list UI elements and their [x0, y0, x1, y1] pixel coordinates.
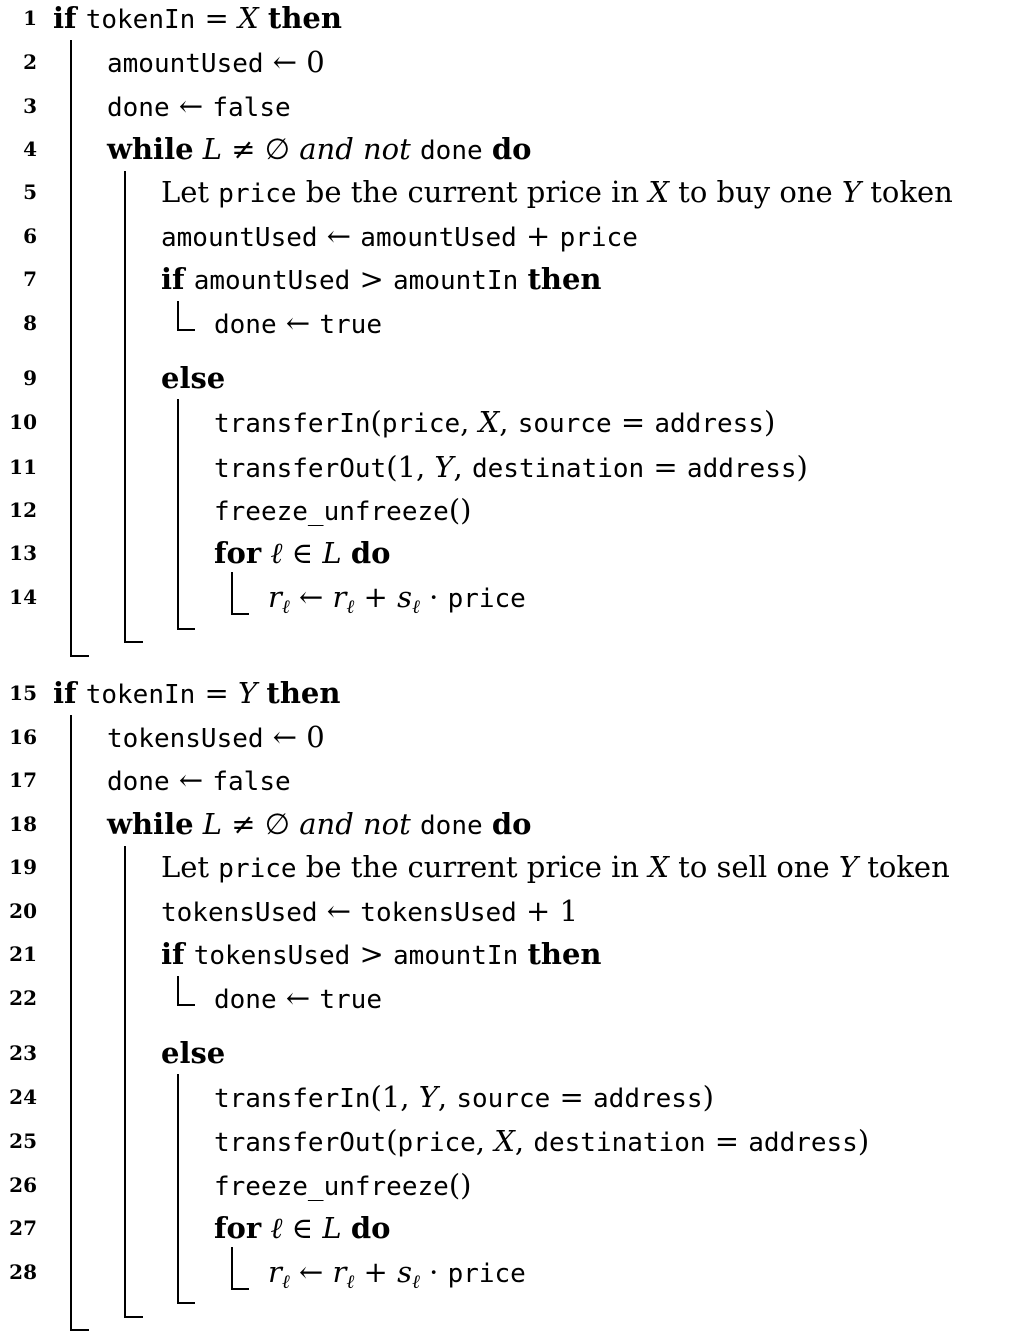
code-token: r: [268, 1255, 282, 1289]
block-bracket-line: [231, 1247, 233, 1290]
code-token: tokensUsed: [360, 898, 517, 928]
algorithm-line: [0, 1167, 1035, 1207]
code-text: [161, 174, 953, 212]
algorithm-line: [0, 762, 1035, 802]
code-token: transferOut: [214, 1128, 387, 1158]
line-number: 28: [9, 1260, 37, 1284]
algorithm-line: [0, 806, 1035, 846]
code-token: ℓ: [411, 596, 420, 618]
code-text: [107, 762, 291, 800]
code-text: [214, 1123, 869, 1161]
code-token: transferOut: [214, 454, 387, 484]
code-token: [185, 262, 194, 296]
code-token: else: [161, 1036, 226, 1070]
code-text: [214, 1210, 390, 1246]
block-bracket-foot: [177, 329, 195, 331]
code-token: while: [107, 807, 194, 841]
code-token: (): [448, 493, 472, 527]
code-token: ): [702, 1080, 714, 1114]
block-bracket-foot: [70, 655, 89, 657]
line-number: 6: [23, 224, 37, 248]
code-token: [77, 1, 86, 35]
block-bracket-foot: [177, 628, 195, 630]
code-token: ≠ ∅: [222, 807, 300, 841]
code-token: amountIn: [393, 266, 519, 296]
line-number: 25: [9, 1129, 37, 1153]
code-token: s: [397, 580, 412, 614]
block-bracket-line: [177, 1074, 179, 1304]
block-bracket-line: [124, 171, 126, 643]
code-text: [161, 893, 578, 931]
line-number: 23: [9, 1041, 37, 1065]
code-token: price: [559, 223, 638, 253]
code-token: X: [494, 1124, 515, 1158]
code-token: L: [322, 536, 342, 570]
code-token: ←: [169, 763, 213, 797]
code-token: address: [748, 1128, 858, 1158]
line-number: 11: [9, 455, 37, 479]
code-token: to sell one: [668, 850, 839, 884]
line-number: 12: [9, 498, 37, 522]
line-number: 27: [9, 1216, 37, 1240]
code-token: source: [517, 409, 612, 439]
code-token: to buy one: [668, 175, 842, 209]
algorithm-line: [0, 1210, 1035, 1250]
block-bracket-foot: [231, 613, 249, 615]
block-bracket-line: [231, 572, 233, 615]
line-number: 16: [9, 725, 37, 749]
code-token: ℓ: [270, 536, 283, 570]
code-token: tokensUsed: [161, 898, 318, 928]
code-token: do: [491, 132, 532, 166]
line-number: 8: [23, 311, 37, 335]
code-text: [161, 936, 601, 974]
code-token: X: [478, 405, 500, 439]
code-text: [161, 360, 225, 396]
code-token: if: [53, 1, 77, 35]
code-token: then: [527, 262, 602, 296]
code-text: [107, 806, 531, 844]
line-number: 5: [23, 180, 37, 204]
code-text: [214, 1167, 471, 1205]
code-token: ← 0: [263, 720, 325, 754]
code-token: price: [447, 1259, 526, 1289]
code-token: false: [212, 767, 291, 797]
code-token: source: [456, 1084, 551, 1114]
code-token: and not: [299, 132, 411, 166]
code-token: else: [161, 361, 226, 395]
code-text: [53, 0, 342, 38]
algorithm-line: [0, 449, 1035, 489]
algorithm-line: [0, 261, 1035, 301]
code-token: ← 0: [263, 45, 325, 79]
code-text: [214, 404, 775, 442]
algorithm-line: [0, 1254, 1035, 1294]
code-token: =: [611, 405, 655, 439]
code-token: while: [107, 132, 194, 166]
algorithm-line: [0, 174, 1035, 214]
code-token: ,: [499, 405, 518, 439]
code-token: +: [516, 219, 560, 253]
code-token: [342, 1211, 351, 1245]
code-token: ℓ: [411, 1271, 420, 1293]
code-token: L: [322, 1211, 342, 1245]
code-token: [77, 676, 86, 710]
line-number: 4: [23, 137, 37, 161]
code-text: [53, 675, 340, 713]
algorithm-line: [0, 492, 1035, 532]
code-token: ℓ: [270, 1211, 283, 1245]
code-token: [194, 807, 203, 841]
code-token: then: [527, 937, 602, 971]
code-text: [214, 535, 390, 571]
line-number: 20: [9, 899, 37, 923]
code-token: ,: [514, 1124, 534, 1158]
line-number: 24: [9, 1085, 37, 1109]
algorithm-line: [0, 980, 1035, 1020]
code-token: (: [370, 405, 382, 439]
code-token: freeze_unfreeze: [214, 1172, 449, 1202]
code-token: (: [386, 1124, 398, 1158]
algorithm-line: [0, 893, 1035, 933]
code-token: ·: [419, 1255, 448, 1289]
code-token: price: [218, 854, 297, 884]
code-token: true: [319, 310, 382, 340]
code-token: ·: [419, 580, 448, 614]
block-bracket-line: [177, 976, 179, 1006]
block-bracket-foot: [177, 1302, 195, 1304]
code-token: ∈: [282, 1211, 323, 1245]
code-token: [194, 132, 203, 166]
code-token: done: [214, 310, 277, 340]
code-token: destination: [533, 1128, 706, 1158]
code-token: destination: [471, 454, 645, 484]
code-token: tokenIn: [85, 680, 196, 710]
code-token: Y: [434, 450, 454, 484]
code-token: transferIn: [214, 1084, 371, 1114]
line-number: 22: [9, 986, 37, 1010]
code-token: ←: [169, 89, 213, 123]
code-token: ): [857, 1124, 870, 1158]
algorithm-line: [0, 936, 1035, 976]
code-token: L: [202, 807, 223, 841]
line-number: 15: [9, 681, 37, 705]
code-token: >: [350, 937, 394, 971]
line-number: 13: [9, 541, 37, 565]
code-token: ≠ ∅: [222, 132, 300, 166]
code-token: =: [550, 1080, 594, 1114]
code-token: =: [644, 450, 687, 484]
algorithm-line: [0, 535, 1035, 575]
block-bracket-foot: [177, 1004, 195, 1006]
code-token: price: [381, 409, 461, 439]
code-token: ←: [289, 1255, 333, 1289]
line-number: 10: [9, 410, 37, 434]
code-token: ): [796, 450, 808, 484]
code-token: X: [238, 1, 259, 35]
block-bracket-line: [177, 399, 179, 630]
line-number: 7: [23, 267, 37, 291]
algorithm-line: [0, 849, 1035, 889]
code-token: be the current price in: [296, 850, 649, 884]
code-token: do: [491, 807, 532, 841]
code-token: tokensUsed: [193, 941, 351, 971]
code-token: [483, 132, 492, 166]
block-bracket-foot: [124, 1316, 143, 1318]
code-token: then: [266, 676, 341, 710]
code-token: Y: [418, 1080, 438, 1114]
code-token: amountUsed: [161, 223, 318, 253]
code-token: ): [763, 405, 776, 439]
algorithm-line: [0, 1035, 1035, 1075]
code-token: [185, 937, 194, 971]
code-token: if: [53, 676, 77, 710]
code-token: done: [107, 93, 170, 123]
code-token: false: [212, 93, 291, 123]
code-token: [261, 1211, 270, 1245]
block-bracket-line: [124, 846, 126, 1318]
code-token: tokensUsed: [107, 724, 264, 754]
code-token: ,: [437, 1080, 457, 1114]
code-token: r: [332, 580, 347, 614]
algorithm-line: [0, 579, 1035, 619]
code-text: [107, 719, 325, 757]
block-bracket-foot: [231, 1288, 249, 1290]
code-token: + 1: [516, 894, 579, 928]
code-token: for: [214, 536, 262, 570]
code-token: [411, 132, 420, 166]
code-token: ℓ: [346, 1271, 355, 1293]
code-token: ←: [276, 306, 320, 340]
code-token: ←: [317, 894, 361, 928]
code-text: [214, 449, 808, 487]
code-token: done: [107, 767, 170, 797]
code-token: L: [202, 132, 223, 166]
algorithm-line: [0, 1123, 1035, 1163]
line-number: 21: [9, 942, 37, 966]
code-token: done: [214, 985, 277, 1015]
algorithm-line: [0, 218, 1035, 258]
line-number: 18: [9, 812, 37, 836]
code-token: r: [332, 1255, 347, 1289]
code-token: tokenIn: [85, 5, 196, 35]
block-bracket-line: [70, 715, 72, 1331]
code-token: ,: [475, 1124, 495, 1158]
code-token: address: [686, 454, 797, 484]
code-token: +: [354, 580, 398, 614]
code-text: [214, 980, 382, 1018]
algorithm-line: [0, 88, 1035, 128]
code-token: r: [268, 580, 282, 614]
line-number: 9: [23, 366, 37, 390]
code-token: do: [350, 536, 391, 570]
code-text: [107, 88, 291, 126]
code-token: done: [420, 811, 483, 841]
code-token: Y: [838, 850, 859, 884]
algorithm-line: [0, 44, 1035, 84]
code-token: ,: [460, 405, 479, 439]
code-text: [161, 218, 638, 256]
code-token: s: [397, 1255, 412, 1289]
code-text: [214, 1079, 714, 1117]
code-token: price: [447, 584, 526, 614]
block-bracket-line: [70, 40, 72, 657]
code-token: [411, 807, 420, 841]
algorithm-line: [0, 1079, 1035, 1119]
code-text: [214, 492, 471, 530]
code-token: if: [161, 262, 185, 296]
code-token: then: [267, 1, 342, 35]
code-token: address: [593, 1084, 703, 1114]
code-token: amountIn: [393, 941, 519, 971]
code-token: (): [448, 1168, 472, 1202]
code-token: X: [648, 850, 669, 884]
line-number: 3: [23, 94, 37, 118]
code-token: Let: [161, 850, 219, 884]
code-token: done: [420, 136, 483, 166]
algorithm-line: [0, 305, 1035, 345]
code-token: ℓ: [346, 596, 355, 618]
code-token: (1,: [370, 1080, 419, 1114]
code-token: be the current price in: [296, 175, 649, 209]
code-text: [161, 849, 950, 887]
block-bracket-line: [177, 301, 179, 331]
code-token: amountUsed: [193, 266, 351, 296]
code-token: [261, 536, 270, 570]
code-text: [107, 44, 325, 82]
line-number: 17: [9, 768, 37, 792]
code-token: ,: [453, 450, 472, 484]
code-text: [161, 1035, 225, 1071]
code-token: =: [195, 1, 239, 35]
code-token: X: [648, 175, 669, 209]
line-number: 14: [9, 585, 37, 609]
code-token: transferIn: [214, 409, 371, 439]
code-token: amountUsed: [107, 49, 264, 79]
code-token: for: [214, 1211, 262, 1245]
code-token: (1,: [386, 450, 435, 484]
code-token: ←: [276, 981, 320, 1015]
algorithm-line: [0, 131, 1035, 171]
code-token: [342, 536, 351, 570]
code-token: ℓ: [281, 1271, 290, 1293]
code-text: [268, 1254, 526, 1300]
code-token: >: [350, 262, 394, 296]
code-token: =: [705, 1124, 749, 1158]
code-text: [214, 305, 382, 343]
block-bracket-foot: [70, 1329, 89, 1331]
code-token: Y: [841, 175, 862, 209]
code-token: Y: [238, 676, 258, 710]
code-token: if: [161, 937, 185, 971]
algorithm-line: [0, 404, 1035, 444]
code-text: [107, 131, 531, 169]
code-token: +: [354, 1255, 398, 1289]
code-token: price: [397, 1128, 476, 1158]
code-token: and not: [299, 807, 411, 841]
code-token: true: [319, 985, 382, 1015]
code-token: token: [861, 175, 953, 209]
line-number: 19: [9, 855, 37, 879]
code-text: [161, 261, 601, 299]
code-token: price: [218, 179, 297, 209]
code-token: ∈: [282, 536, 323, 570]
line-number: 2: [23, 50, 37, 74]
code-token: [483, 807, 492, 841]
code-text: [268, 579, 526, 625]
code-token: address: [654, 409, 764, 439]
code-token: token: [858, 850, 950, 884]
algorithm-line: [0, 719, 1035, 759]
code-token: ℓ: [281, 596, 290, 618]
code-token: =: [195, 676, 239, 710]
code-token: freeze_unfreeze: [214, 497, 449, 527]
code-token: ←: [289, 580, 333, 614]
algorithm-line: [0, 360, 1035, 400]
code-token: do: [350, 1211, 391, 1245]
code-token: ←: [317, 219, 361, 253]
code-token: amountUsed: [360, 223, 517, 253]
algorithm-line: [0, 0, 1035, 40]
line-number: 26: [9, 1173, 37, 1197]
line-number: 1: [23, 6, 37, 30]
code-token: Let: [161, 175, 219, 209]
code-token: [259, 1, 268, 35]
block-bracket-foot: [124, 641, 143, 643]
algorithm-line: [0, 675, 1035, 715]
